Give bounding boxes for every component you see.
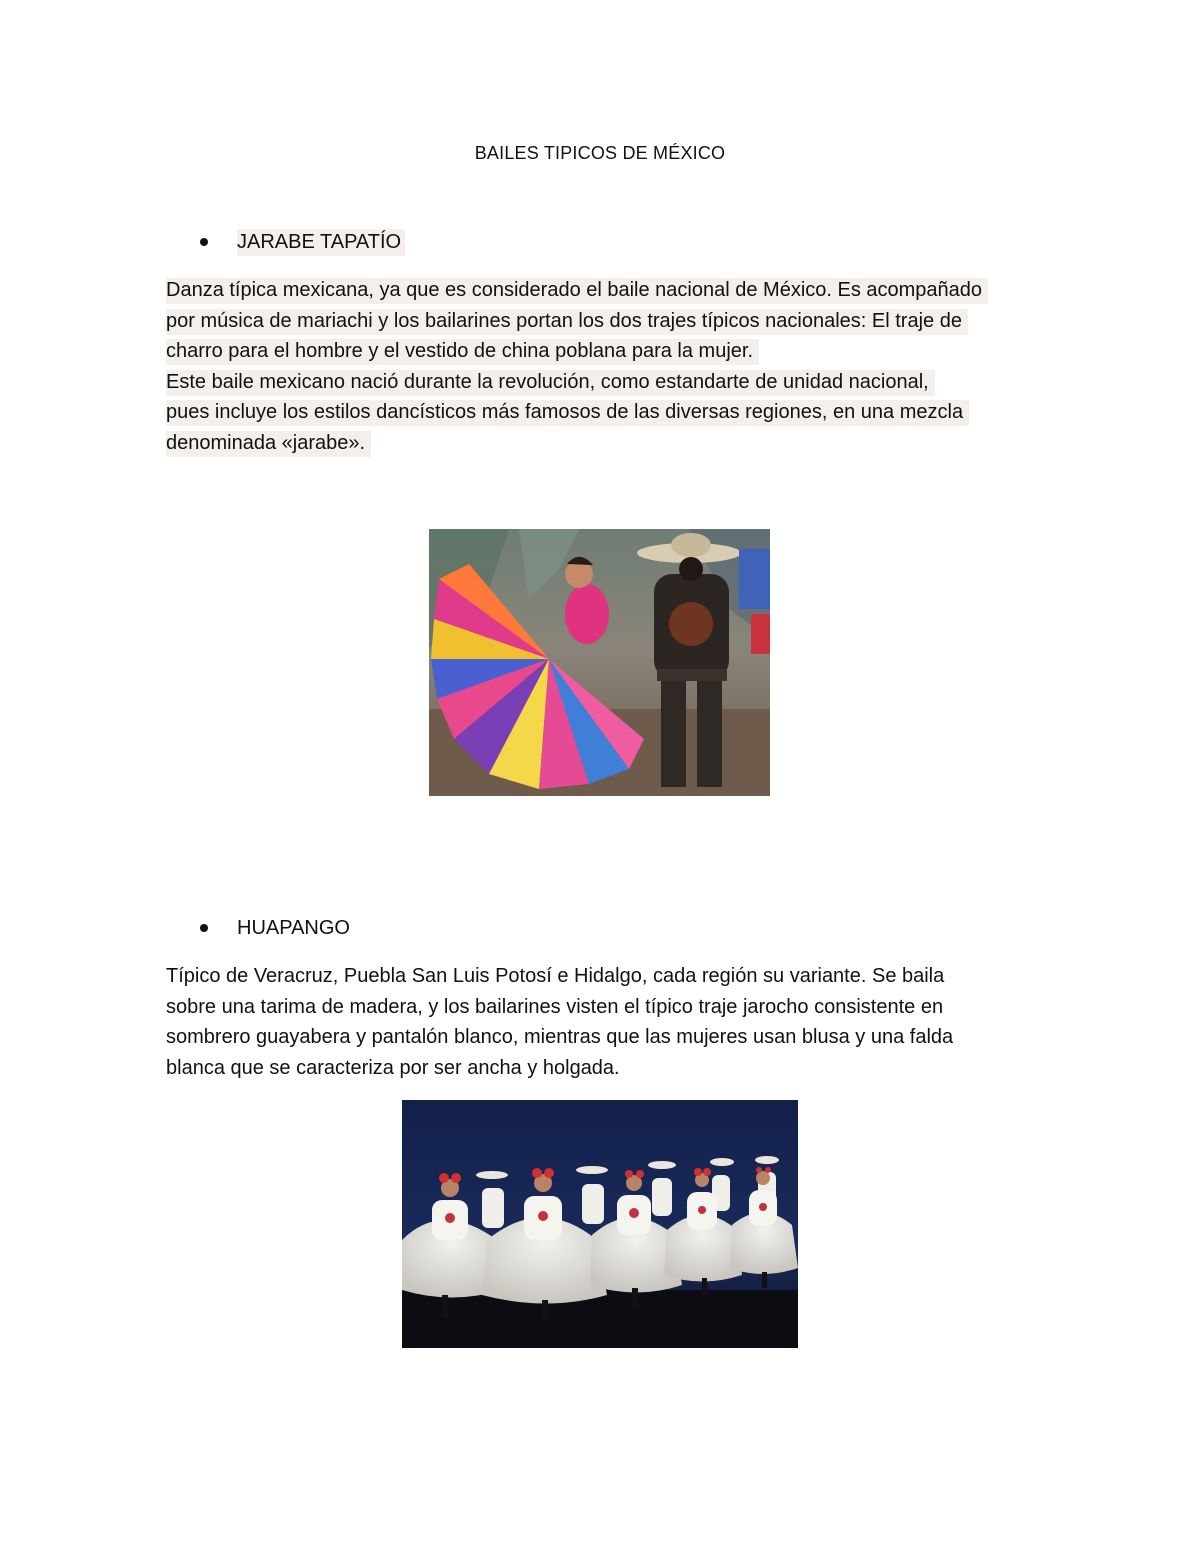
photo-huapango [402, 1100, 798, 1348]
paragraph-line: blanca que se caracteriza por ser ancha y holgada. [166, 1056, 620, 1079]
paragraph-line: Este baile mexicano nació durante la revolución, como estandarte de unidad nacional, [166, 367, 1046, 398]
huapango-dancers-icon [402, 1100, 798, 1348]
paragraph-line: charro para el hombre y el vestido de china poblana para la mujer. [166, 336, 1046, 367]
page-title: BAILES TIPICOS DE MÉXICO [474, 143, 726, 163]
jarabe-tapatio-dancers-icon [429, 529, 770, 796]
bullet-icon [200, 238, 208, 246]
paragraph-line: por música de mariachi y los bailarines portan los dos trajes típicos nacionales: El traje de [166, 306, 1046, 337]
bullet-item-huapango [200, 913, 354, 943]
paragraph-line: Danza típica mexicana, ya que es considerado el baile nacional de México. Es acompañado [166, 275, 1046, 306]
paragraph-line: sombrero guayabera y pantalón blanco, mientras que las mujeres usan blusa y una falda [166, 1026, 954, 1048]
section-paragraph [166, 961, 1046, 1083]
paragraph-line: sobre una tarima de madera, y los bailarines visten el típico traje jarocho consistente en [166, 995, 944, 1018]
section-heading: JARABE TAPATÍO [237, 229, 405, 256]
paragraph-line: pues incluye los estilos dancísticos más famosos de las diversas regiones, en una mezcla [166, 397, 1046, 428]
section-heading: HUAPANGO [237, 916, 350, 939]
section-paragraph [166, 275, 1046, 458]
paragraph-line: denominada «jarabe». [166, 428, 1046, 459]
bullet-icon [200, 924, 208, 932]
bullet-item-jarabe-tapatio [200, 227, 405, 257]
photo-jarabe-tapatio [429, 529, 770, 796]
paragraph-line: Típico de Veracruz, Puebla San Luis Potosí e Hidalgo, cada región su variante. Se baila [166, 965, 945, 987]
